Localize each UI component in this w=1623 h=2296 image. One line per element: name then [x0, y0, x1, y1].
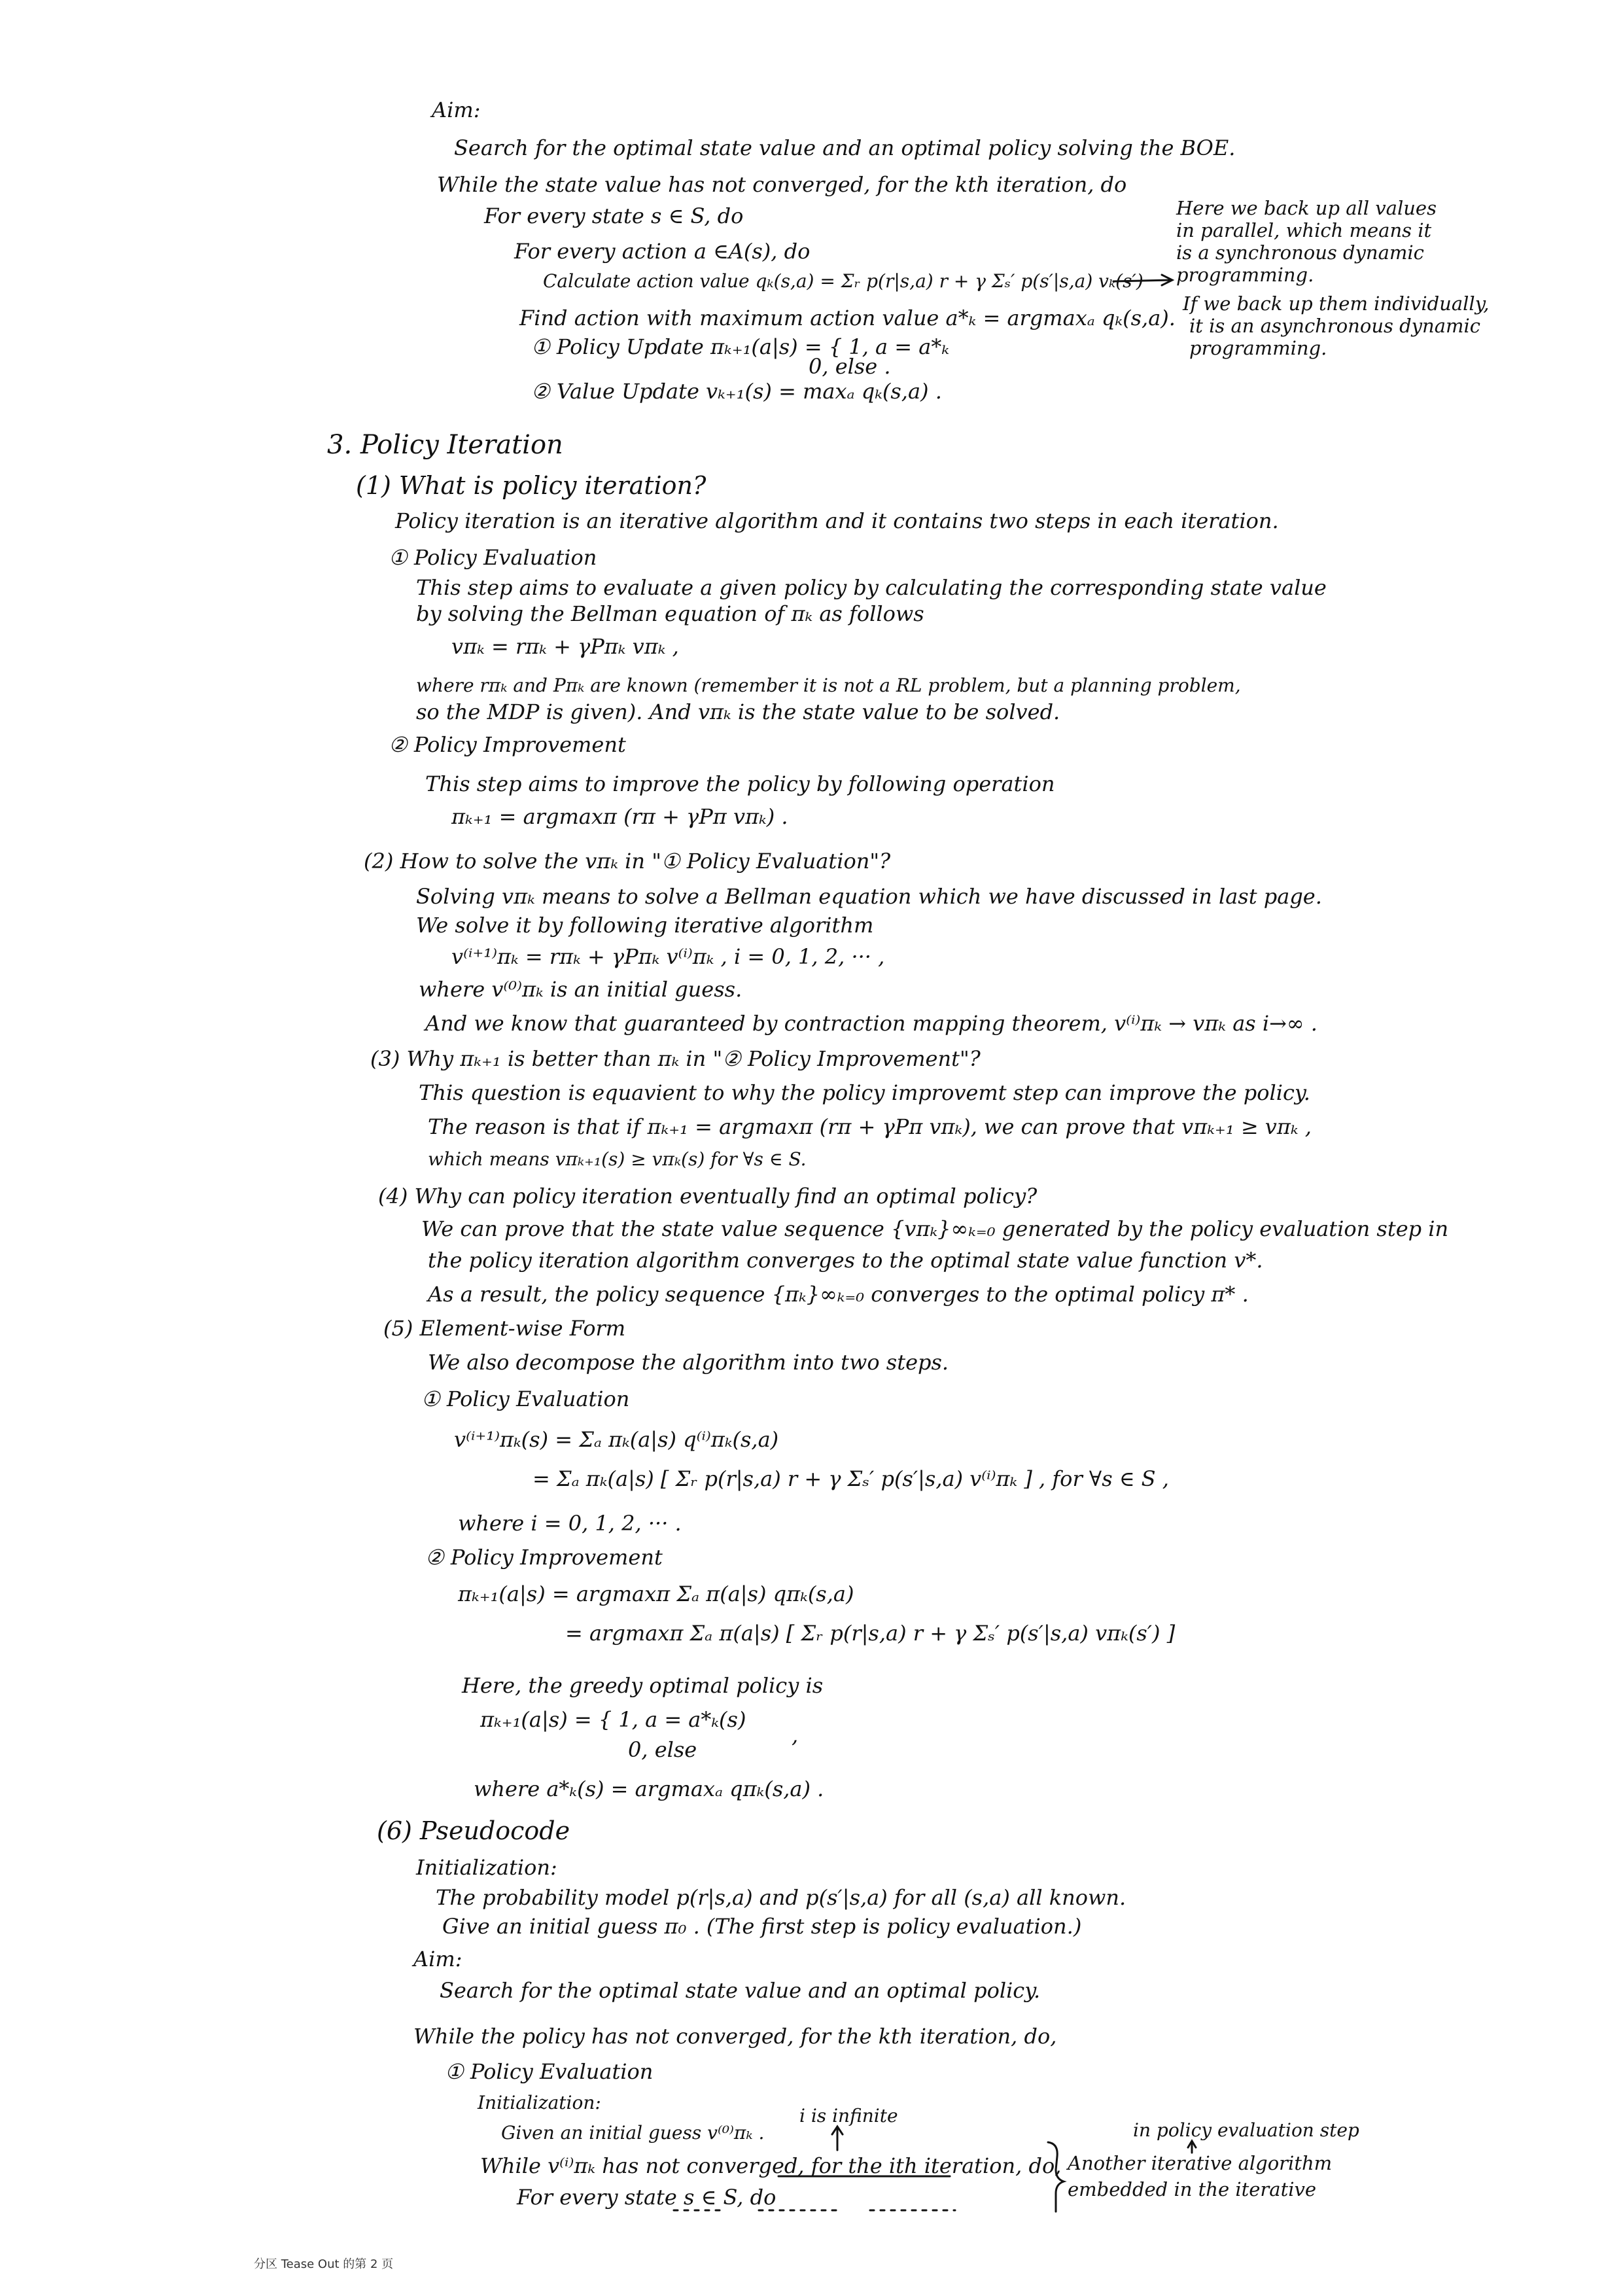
pseudo-pe-label: ① Policy Evaluation — [445, 2059, 654, 2084]
curly-brace — [1048, 2142, 1064, 2212]
policy-update-1: ① Policy Update πₖ₊₁(a|s) = { 1, a = a*ₖ — [531, 334, 950, 359]
pe-line-2: by solving the Bellman equation of πₖ as follows — [416, 601, 924, 626]
q5-equation-4: = argmaxπ Σₐ π(a|s) [ Σᵣ p(r|s,a) r + γ Σₛ′ p(s′|s,a) vπₖ(s′) ] — [565, 1621, 1176, 1646]
side-note-line-7: programming. — [1189, 337, 1327, 359]
q5-greedy-comma: , — [792, 1723, 799, 1748]
q2-equation: v⁽ⁱ⁺¹⁾πₖ = rπₖ + γPπₖ v⁽ⁱ⁾πₖ , i = 0, 1, 2, ··· , — [451, 944, 885, 969]
q2-line-3: where v⁽⁰⁾πₖ is an initial guess. — [419, 977, 742, 1002]
init-label: Initialization: — [416, 1855, 557, 1880]
aim-text: Search for the optimal state value and an optimal policy solving the BOE. — [454, 135, 1236, 160]
q3-line-3: which means vπₖ₊₁(s) ≥ vπₖ(s) for ∀s ∈ S. — [428, 1148, 807, 1170]
section-title: 3. Policy Iteration — [327, 430, 563, 460]
init-line-2: Give an initial guess π₀ . (The first step is policy evaluation.) — [442, 1914, 1082, 1939]
q5-equation-1: v⁽ⁱ⁺¹⁾πₖ(s) = Σₐ πₖ(a|s) q⁽ⁱ⁾πₖ(s,a) — [454, 1427, 779, 1452]
aim-label: Aim: — [432, 97, 481, 122]
q5-pi-label: ② Policy Improvement — [425, 1545, 663, 1570]
side-note-line-3: is a synchronous dynamic — [1176, 241, 1424, 264]
pi-label: ② Policy Improvement — [389, 732, 626, 757]
side-note-line-2: in parallel, which means it — [1176, 219, 1432, 241]
q3-line-2: The reason is that if πₖ₊₁ = argmaxπ (rπ + γPπ vπₖ), we can prove that vπₖ₊₁ ≥ vπₖ , — [428, 1114, 1312, 1139]
pi-equation: πₖ₊₁ = argmaxπ (rπ + γPπ vπₖ) . — [451, 804, 788, 829]
q5-line-1: We also decompose the algorithm into two steps. — [428, 1350, 949, 1375]
for-action: For every action a ∈A(s), do — [514, 239, 811, 264]
while-line: While the state value has not converged, for the kth iteration, do — [437, 172, 1127, 197]
side-note-line-4: programming. — [1176, 264, 1314, 286]
q5-where: where i = 0, 1, 2, ··· . — [458, 1511, 682, 1536]
q5-astar: where a*ₖ(s) = argmaxₐ qπₖ(s,a) . — [474, 1776, 824, 1801]
q5-equation-3: πₖ₊₁(a|s) = argmaxπ Σₐ π(a|s) qπₖ(s,a) — [458, 1581, 854, 1606]
q4-heading: (4) Why can policy iteration eventually find an optimal policy? — [378, 1184, 1038, 1209]
init-line-1: The probability model p(r|s,a) and p(s′|s,a) for all (s,a) all known. — [436, 1885, 1126, 1910]
q2-heading: (2) How to solve the vπₖ in "① Policy Evaluation"? — [364, 849, 891, 874]
side-note-line-5: If we back up them individually, — [1183, 292, 1490, 315]
q3-line-1: This question is equavient to why the policy improvemt step can improve the policy. — [419, 1080, 1310, 1105]
side-note-top: in policy evaluation step — [1133, 2119, 1359, 2141]
pi-line-1: This step aims to improve the policy by following operation — [425, 771, 1055, 796]
page-footer: 分区 Tease Out 的第 2 页 — [254, 2257, 394, 2271]
pseudo-pe-given: Given an initial guess v⁽⁰⁾πₖ . — [501, 2122, 765, 2144]
value-update: ② Value Update vₖ₊₁(s) = maxₐ qₖ(s,a) . — [531, 379, 942, 404]
q3-heading: (3) Why πₖ₊₁ is better than πₖ in "② Policy Improvement"? — [370, 1046, 981, 1071]
q4-line-1: We can prove that the state value sequence {vπₖ}∞ₖ₌₀ generated by the policy evaluation step in — [421, 1216, 1449, 1241]
while-policy: While the policy has not converged, for the kth iteration, do, — [413, 2024, 1057, 2049]
q6-heading: (6) Pseudocode — [377, 1816, 570, 1845]
side-note-another: Another iterative algorithm — [1068, 2152, 1333, 2174]
pe-equation: vπₖ = rπₖ + γPπₖ vπₖ , — [451, 634, 679, 659]
q2-line-2: We solve it by following iterative algorithm — [416, 913, 874, 938]
aim-text-2: Search for the optimal state value and an optimal policy. — [440, 1978, 1041, 2003]
side-note-embedded: embedded in the iterative — [1068, 2178, 1317, 2200]
side-note-line-6: it is an asynchronous dynamic — [1189, 315, 1481, 337]
pseudo-pe-init: Initialization: — [478, 2092, 601, 2113]
pe-label: ① Policy Evaluation — [389, 545, 597, 570]
q4-line-2: the policy iteration algorithm converges to the optimal state value function v*. — [428, 1248, 1263, 1273]
pe-line-4: so the MDP is given). And vπₖ is the state value to be solved. — [416, 699, 1060, 724]
q2-line-4: And we know that guaranteed by contraction mapping theorem, v⁽ⁱ⁾πₖ → vπₖ as i→∞ . — [425, 1011, 1318, 1036]
q2-line-1: Solving vπₖ means to solve a Bellman equation which we have discussed in last page. — [416, 884, 1322, 909]
q5-heading: (5) Element-wise Form — [383, 1316, 626, 1341]
q4-line-3: As a result, the policy sequence {πₖ}∞ₖ₌₀ converges to the optimal policy π* . — [428, 1282, 1249, 1307]
q5-greedy-case-2: 0, else — [628, 1737, 697, 1762]
side-note-line-1: Here we back up all values — [1176, 197, 1437, 219]
aim-label-2: Aim: — [413, 1947, 462, 1971]
q5-equation-2: = Σₐ πₖ(a|s) [ Σᵣ p(r|s,a) r + γ Σₛ′ p(s′|s,a) v⁽ⁱ⁾πₖ ] , for ∀s ∈ S , — [532, 1466, 1169, 1491]
q1-heading: (1) What is policy iteration? — [356, 471, 707, 500]
i-infinite-note: i is infinite — [799, 2105, 898, 2127]
pe-line-1: This step aims to evaluate a given policy by calculating the corresponding state value — [416, 575, 1327, 600]
q5-greedy-line: Here, the greedy optimal policy is — [462, 1673, 824, 1698]
q1-text: Policy iteration is an iterative algorithm and it contains two steps in each iteration. — [395, 508, 1279, 533]
arrow-to-note-line — [1113, 280, 1171, 281]
q5-greedy-case-1: πₖ₊₁(a|s) = { 1, a = a*ₖ(s) — [480, 1707, 746, 1732]
pe-line-3: where rπₖ and Pπₖ are known (remember it is not a RL problem, but a planning problem, — [416, 675, 1241, 696]
pseudo-pe-for: For every state s ∈ S, do — [517, 2185, 777, 2210]
for-state: For every state s ∈ S, do — [484, 203, 744, 228]
pseudo-pe-while: While v⁽ⁱ⁾πₖ has not converged, for the ith iteration, do, — [480, 2153, 1062, 2178]
find-action: Find action with maximum action value a*ₖ = argmaxₐ qₖ(s,a). — [519, 306, 1176, 330]
q5-pe-label: ① Policy Evaluation — [421, 1386, 630, 1411]
calc-action: Calculate action value qₖ(s,a) = Σᵣ p(r|s,a) r + γ Σₛ′ p(s′|s,a) vₖ(s′) — [543, 270, 1143, 292]
policy-update-2: 0, else . — [809, 354, 891, 379]
